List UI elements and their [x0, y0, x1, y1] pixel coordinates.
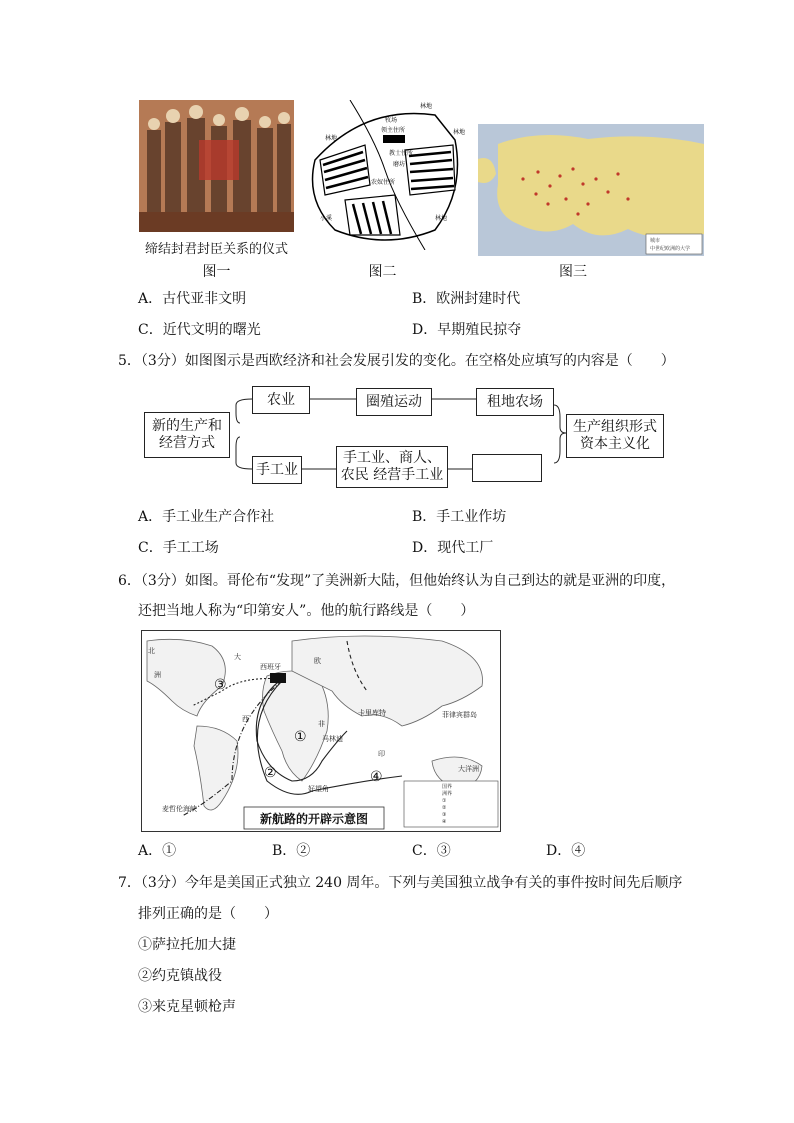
legend-r2: ② [442, 805, 447, 811]
option-letter: C． [138, 322, 163, 338]
option-letter: A． [138, 291, 163, 307]
label-north: 北 [148, 647, 155, 655]
figure-3-europe-map [478, 124, 704, 256]
q4-option-c[interactable] [138, 321, 261, 339]
q7-item-1: ①萨拉托加大捷 [138, 937, 236, 953]
q4-option-d[interactable] [412, 321, 521, 339]
figure-2-manor-map [305, 100, 470, 250]
q5-option-a[interactable] [138, 508, 274, 526]
label-xi: 西 [242, 715, 249, 723]
label-philippines: 菲律宾群岛 [442, 711, 477, 719]
legend-r3: ③ [442, 812, 447, 818]
legend-r1: ① [442, 798, 447, 804]
option-letter: C． [138, 540, 163, 556]
q5-option-d[interactable] [412, 539, 493, 557]
option-text: 欧洲封建时代 [436, 291, 521, 307]
q5-blank-box [472, 454, 542, 482]
q5-middle-box [336, 446, 448, 488]
q5-right-line2: 资本主义化 [580, 436, 650, 452]
svg-text:农奴住所: 农奴住所 [371, 179, 396, 186]
label-da: 大 [234, 653, 241, 661]
label-calicut: 卡里库特 [358, 709, 386, 717]
q5-stem: 5．（3分）如图图示是西欧经济和社会发展引发的变化。在空格处应填写的内容是（ ） [118, 353, 675, 369]
figure-2-label: 图二 [368, 264, 397, 280]
q7-stem-line2: 排列正确的是（ ） [138, 906, 278, 922]
option-text: 手工工场 [162, 540, 219, 556]
option-text: ② [296, 843, 311, 859]
q5-right-line1: 生产组织形式 [573, 419, 657, 435]
q5-middle-line1: 手工业、商人、 [343, 450, 441, 466]
svg-text:林地: 林地 [453, 129, 466, 136]
option-text: 古代亚非文明 [162, 291, 247, 307]
option-letter: B． [412, 291, 437, 307]
label-europe: 欧 [314, 657, 321, 665]
q5-left-line1: 新的生产和 [152, 418, 222, 434]
option-text: 手工业作坊 [436, 509, 507, 525]
legend-continent: 洲界 [442, 791, 453, 797]
q6-option-d[interactable] [546, 842, 585, 860]
option-text: 近代文明的曙光 [162, 322, 261, 338]
option-letter: C． [412, 843, 437, 859]
q5-handicraft-box: 手工业 [252, 456, 302, 484]
svg-text:林地: 林地 [420, 103, 433, 110]
q5-option-c[interactable] [138, 539, 219, 557]
label-cape: 好望角 [308, 785, 329, 793]
q5-farm-box: 租地农场 [476, 388, 554, 416]
q7-stem-line1: 7．（3分）今年是美国正式独立 240 周年。下列与美国独立战争有关的事件按时间先后顺序 [118, 875, 683, 891]
q6-option-c[interactable] [412, 842, 451, 860]
fig3-legend-2: 中世纪欧洲的大学 [650, 246, 691, 252]
svg-text:教士住所: 教士住所 [389, 150, 414, 157]
q5-right-box [566, 414, 664, 458]
q4-option-b[interactable] [412, 290, 520, 308]
option-text: 手工业生产合作社 [162, 509, 275, 525]
option-letter: D． [412, 540, 438, 556]
legend-border: 国界 [442, 784, 453, 790]
q7-item-3: ③来克星顿枪声 [138, 999, 236, 1015]
option-letter: B． [412, 509, 437, 525]
q6-stem-line2: 还把当地人称为“印第安人”。他的航行路线是（ ） [138, 603, 475, 619]
label-spain: 西班牙 [260, 663, 281, 671]
option-letter: D． [546, 843, 572, 859]
svg-text:磨坊: 磨坊 [393, 161, 406, 168]
option-text: 早期殖民掠夺 [437, 322, 522, 338]
route-marker-4: ④ [370, 769, 383, 785]
svg-text:林地: 林地 [435, 215, 448, 222]
label-oceania: 大洋洲 [458, 765, 479, 773]
option-letter: A． [138, 843, 163, 859]
option-text: ④ [571, 843, 586, 859]
option-text: ③ [436, 843, 451, 859]
option-letter: D． [412, 322, 438, 338]
route-marker-2: ② [264, 765, 277, 781]
legend-r4: ④ [442, 819, 447, 825]
q4-option-a[interactable] [138, 290, 246, 308]
svg-text:小溪: 小溪 [320, 215, 333, 222]
q7-item-2: ②约克镇战役 [138, 968, 222, 984]
svg-text:林地: 林地 [325, 135, 338, 142]
figure-1-label: 图一 [202, 264, 231, 280]
label-malindi: 马林迪 [322, 735, 343, 743]
figure-1-tapestry [139, 100, 294, 232]
q6-stem-line1: 6．（3分）如图。哥伦布“发现”了美洲新大陆，但他始终认为自己到达的就是亚洲的印度， [118, 573, 676, 589]
q5-left-box [144, 412, 230, 458]
option-text: 现代工厂 [437, 540, 494, 556]
option-letter: B． [272, 843, 297, 859]
q6-option-a[interactable] [138, 842, 176, 860]
q5-middle-line2: 农民 经营手工业 [340, 467, 444, 483]
option-text: ① [162, 843, 177, 859]
map-title: 新航路的开辟示意图 [259, 812, 369, 826]
q5-enclosure-box: 圈殖运动 [356, 388, 432, 416]
option-letter: A． [138, 509, 163, 525]
q6-voyage-map [141, 630, 501, 832]
svg-text:领主住所: 领主住所 [381, 127, 406, 134]
route-marker-1: ① [294, 729, 307, 745]
svg-text:牧场: 牧场 [385, 117, 398, 124]
q5-left-line2: 经营方式 [159, 435, 215, 451]
q5-option-b[interactable] [412, 508, 506, 526]
q5-agri-box: 农业 [252, 386, 310, 414]
figure-1-caption: 缔结封君封臣关系的仪式 [144, 242, 288, 257]
route-marker-3: ③ [214, 677, 227, 693]
label-india: 印 [378, 750, 385, 758]
label-magellan: 麦哲伦海峡 [162, 805, 197, 813]
label-africa: 非 [318, 720, 325, 728]
figure-3-label: 图三 [559, 264, 587, 280]
q6-option-b[interactable] [272, 842, 310, 860]
tapestry-image [139, 100, 294, 232]
fig3-legend-1: 城市 [650, 238, 661, 244]
label-america: 洲 [154, 671, 161, 679]
